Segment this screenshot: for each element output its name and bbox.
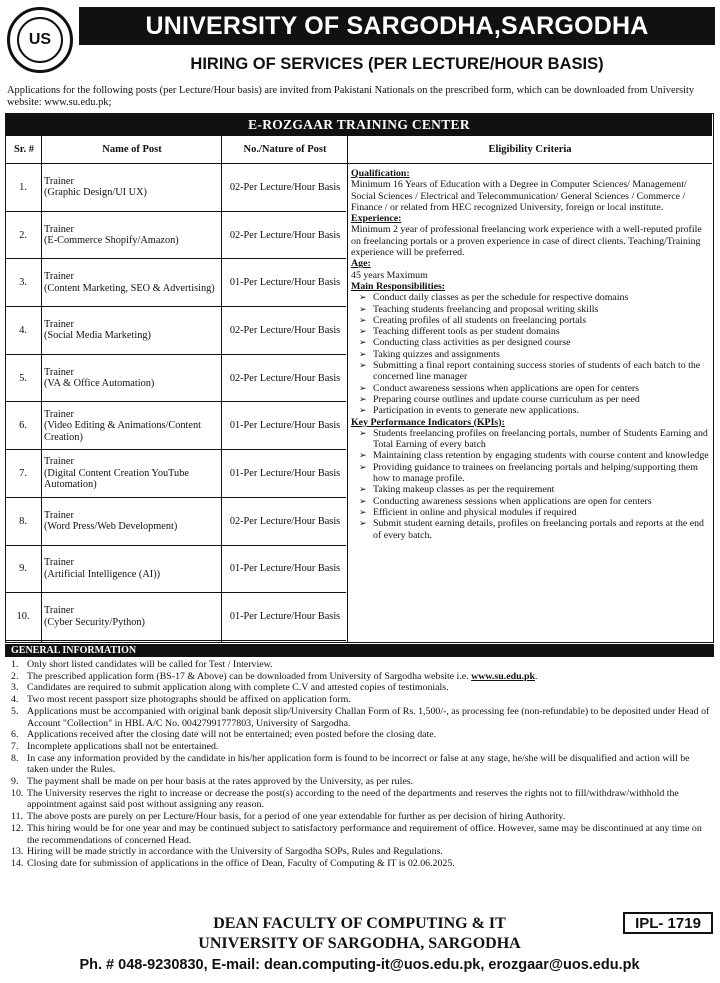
table-row [6, 355, 346, 403]
row-sr: 3. [19, 277, 27, 289]
item-text [27, 788, 711, 811]
footer-dean: DEAN FACULTY OF COMPUTING & IT [213, 915, 506, 932]
item-text [27, 846, 711, 858]
list-item [359, 518, 711, 541]
arrow-bullet-icon: ➢ [359, 393, 367, 404]
arrow-bullet-icon: ➢ [359, 292, 367, 303]
item-number: 9. [11, 776, 19, 788]
list-item [359, 405, 711, 417]
list-item-text: Conduct daily classes as per the schedule for respective domains [373, 292, 629, 304]
post-title: Trainer [44, 557, 74, 569]
post-title: Trainer [44, 456, 74, 468]
list-item [359, 337, 711, 349]
responsibilities-list [351, 292, 711, 416]
arrow-bullet-icon: ➢ [359, 506, 367, 517]
post-domain: (VA & Office Automation) [44, 378, 155, 390]
qualification-text: Minimum 16 Years of Education with a Degree in Computer Sciences/ Management/ Social Sciences / Electrical and Telecommunication/ General Sciences / Commerce / Finance / or related from HEC recognized University, foreign or local institute. [351, 179, 687, 213]
table-row [6, 450, 346, 498]
table-row [6, 593, 346, 641]
item-number: 1. [11, 659, 19, 670]
footer-university: UNIVERSITY OF SARGODHA, SARGODHA [198, 935, 521, 952]
list-item [11, 682, 711, 694]
item-number: 3. [11, 682, 19, 694]
post-title: Trainer [44, 318, 74, 330]
row-sr: 10. [16, 611, 30, 623]
row-post-name [44, 259, 220, 306]
item-number: 4. [11, 694, 19, 706]
item-text [27, 706, 711, 729]
row-post-name [44, 546, 220, 593]
list-item-text: Preparing course outlines and update course curriculum as per need [373, 393, 640, 405]
arrow-bullet-icon: ➢ [359, 314, 367, 325]
row-post-name [44, 355, 220, 402]
list-item [11, 729, 711, 741]
post-title: Trainer [44, 271, 74, 283]
item-body: Applications must be accompanied with original bank deposit slip/University Challan Form of Rs. 1,500/-, as processing fee (non-refundable) to be deposited under Head of Account "Collection" in HBL A/C No. 00427991777803, University of Sargodha. [27, 705, 710, 729]
item-text [27, 682, 711, 694]
row-sr: 4. [19, 324, 27, 336]
item-text [27, 776, 711, 788]
list-item [359, 506, 711, 518]
item-text [27, 858, 711, 870]
row-nature: 01-Per Lecture/Hour Basis [229, 420, 341, 432]
column-divider [347, 136, 348, 642]
post-domain: (Artificial Intelligence (AI)) [44, 568, 161, 580]
row-nature: 02-Per Lecture/Hour Basis [229, 515, 341, 527]
item-body: The prescribed application form (BS-17 & Above) can be downloaded from University of Sargodha website i.e. [27, 670, 472, 682]
arrow-bullet-icon: ➢ [359, 382, 367, 393]
item-number: 8. [11, 752, 19, 764]
list-item-text: Teaching students freelancing and proposal writing skills [373, 303, 599, 315]
item-body: In case any information provided by the candidate in his/her application form is found to be incorrect or false at any stage, he/she will be disqualified and action will be taken under the Rules. [27, 752, 690, 776]
post-domain: (E-Commerce Shopify/Amazon) [44, 235, 179, 247]
general-info-list [11, 659, 711, 870]
item-number: 12. [11, 822, 24, 834]
list-item-text: Conducting awareness sessions when applications are open for centers [373, 495, 652, 507]
list-item [11, 823, 711, 846]
item-tail: . [535, 670, 538, 682]
arrow-bullet-icon: ➢ [359, 405, 367, 416]
university-seal-icon [7, 7, 73, 73]
qualification-heading: Qualification: [351, 168, 410, 179]
post-domain: (Video Editing & Animations/Content Creation) [44, 420, 201, 443]
list-item [359, 450, 711, 462]
footer-contact: Ph. # 048-9230830, E-mail: dean.computing-it@uos.edu.pk, erozgaar@uos.edu.pk [79, 957, 640, 973]
table-row [6, 164, 346, 212]
item-body: Closing date for submission of applications in the office of Dean, Faculty of Computing & IT is 02.06.2025. [27, 857, 455, 869]
post-domain: (Content Marketing, SEO & Advertising) [44, 282, 215, 294]
list-item-text: Conducting class activities as per designed course [373, 337, 571, 349]
list-item [11, 694, 711, 706]
list-item [359, 393, 711, 405]
list-item [11, 671, 711, 683]
age-text: 45 years Maximum [351, 269, 428, 281]
item-number: 2. [11, 670, 19, 682]
arrow-bullet-icon: ➢ [359, 360, 367, 371]
list-item [11, 788, 711, 811]
list-item [359, 303, 711, 315]
row-sr: 7. [19, 468, 27, 480]
item-body: The payment shall be made on per hour basis at the rates approved by the University, as per rules. [27, 776, 414, 788]
arrow-bullet-icon: ➢ [359, 326, 367, 337]
list-item-text: Efficient in online and physical modules if required [373, 506, 577, 518]
list-item [11, 741, 711, 753]
list-item [359, 360, 711, 383]
center-title: E-ROZGAAR TRAINING CENTER [6, 114, 712, 136]
row-sr: 2. [19, 229, 27, 241]
header-name: Name of Post [42, 136, 222, 164]
row-sr: 6. [19, 420, 27, 432]
post-title: Trainer [44, 408, 74, 420]
list-item [359, 314, 711, 326]
row-sr: 1. [19, 181, 27, 193]
table-row [6, 307, 346, 355]
website-link[interactable]: www.su.edu.pk [471, 670, 536, 682]
list-item-text: Submit student earning details, profiles on freelancing portals and reports at the end of every batch. [373, 518, 704, 541]
list-item [359, 292, 711, 304]
item-text [27, 694, 711, 706]
item-number: 14. [11, 857, 24, 869]
ipl-badge: IPL- 1719 [623, 912, 713, 934]
list-item-text: Students freelancing profiles on freelancing portals, number of Students Earning and Total Earning of every batch [373, 427, 708, 451]
intro-text: Applications for the following posts (per Lecture/Hour basis) are invited from Pakistani Nationals on the prescribed form, which can be downloaded from University website: www.su.edu.pk; [7, 85, 695, 108]
item-number: 11. [11, 811, 23, 823]
list-item-text: Participation in events to generate new applications. [373, 405, 579, 417]
arrow-bullet-icon: ➢ [359, 484, 367, 495]
item-body: Only short listed candidates will be called for Test / Interview. [27, 659, 273, 670]
item-text [27, 741, 711, 753]
header-nature: No./Nature of Post [222, 136, 348, 164]
table-row [6, 212, 346, 260]
post-domain: (Graphic Design/UI UX) [44, 187, 147, 199]
post-title: Trainer [44, 366, 74, 378]
row-post-name [44, 403, 220, 450]
list-item-text: Conduct awareness sessions when applications are open for centers [373, 382, 639, 394]
item-text [27, 671, 711, 683]
row-post-name [44, 212, 220, 259]
list-item-text: Maintaining class retention by engaging students with course content and knowledge [373, 450, 709, 462]
list-item-text: Teaching different tools as per student domains [373, 326, 560, 338]
table-row [6, 403, 346, 451]
post-domain: (Social Media Marketing) [44, 330, 151, 342]
arrow-bullet-icon: ➢ [359, 495, 367, 506]
row-nature: 02-Per Lecture/Hour Basis [229, 324, 341, 336]
experience-text: Minimum 2 year of professional freelancing work experience with a well-reputed profile on freelancing portals or a proven experience in case of direct clients. Teaching/Training experience will be preferred. [351, 224, 702, 259]
header-sr: Sr. # [6, 136, 42, 164]
item-body: The University reserves the right to increase or decrease the post(s) according to the need of the departments and reserves the rights not to fill/withdraw/withhold the appointment against said post without assigning any reason. [27, 787, 679, 811]
table-row [6, 498, 346, 546]
table-row [6, 259, 346, 307]
item-number: 5. [11, 705, 19, 717]
list-item-text: Creating profiles of all students on freelancing portals [373, 314, 587, 326]
item-body: The above posts are purely on per Lecture/Hour basis, for a period of one year extendable for further as per decision of hiring Authority. [27, 811, 566, 823]
list-item [359, 461, 711, 485]
arrow-bullet-icon: ➢ [359, 303, 367, 314]
row-nature: 02-Per Lecture/Hour Basis [229, 229, 341, 241]
page-subtitle: HIRING OF SERVICES (PER LECTURE/HOUR BASIS) [190, 54, 604, 73]
row-nature: 02-Per Lecture/Hour Basis [229, 372, 341, 384]
item-number: 13. [11, 846, 24, 858]
list-item-text: Taking quizzes and assignments [373, 348, 500, 360]
list-item [11, 776, 711, 788]
post-title: Trainer [44, 223, 74, 235]
page-title: UNIVERSITY OF SARGODHA,SARGODHA [79, 7, 715, 45]
kpi-heading: Key Performance Indicators (KPIs): [351, 416, 505, 428]
post-title: Trainer [44, 175, 74, 187]
post-domain: (Word Press/Web Development) [44, 521, 178, 533]
post-title: Trainer [44, 509, 74, 521]
eligibility-criteria [351, 168, 711, 541]
item-text [27, 823, 711, 846]
table-row [6, 546, 346, 594]
post-title: Trainer [44, 605, 74, 617]
item-text [27, 811, 711, 823]
list-item [11, 706, 711, 729]
list-item [11, 811, 711, 823]
row-nature: 02-Per Lecture/Hour Basis [229, 181, 341, 193]
item-body: Hiring will be made strictly in accordance with the University of Sargodha SOPs, Rules and Regulations. [27, 846, 443, 858]
item-number: 6. [11, 729, 19, 741]
list-item [359, 484, 711, 496]
list-item [359, 326, 711, 338]
row-nature: 01-Per Lecture/Hour Basis [229, 277, 341, 289]
item-body: This hiring would be for one year and may be continued subject to satisfactory performance and requirement of office. However, same may be discontinued at any time on the recommendations of concerned Head. [27, 822, 702, 846]
arrow-bullet-icon: ➢ [359, 518, 367, 529]
item-number: 10. [11, 787, 24, 799]
age-heading: Age: [351, 258, 371, 270]
item-body: Incomplete applications shall not be entertained. [27, 740, 219, 752]
item-body: Applications received after the closing date will not be entertained; even posted before the closing date. [27, 729, 437, 741]
item-text [27, 729, 711, 741]
arrow-bullet-icon: ➢ [359, 427, 367, 438]
row-sr: 5. [19, 372, 27, 384]
list-item [359, 495, 711, 507]
arrow-bullet-icon: ➢ [359, 337, 367, 348]
arrow-bullet-icon: ➢ [359, 461, 367, 472]
list-item-text: Submitting a final report containing success stories of students of each batch to the concerned line manager [373, 360, 701, 383]
list-item [11, 659, 711, 671]
post-domain: (Cyber Security/Python) [44, 616, 145, 628]
post-domain: (Digital Content Creation YouTube Automation) [44, 467, 189, 491]
arrow-bullet-icon: ➢ [359, 348, 367, 359]
list-item [11, 753, 711, 776]
general-info-title: GENERAL INFORMATION [5, 644, 714, 657]
item-number: 7. [11, 740, 19, 752]
list-item-text: Taking makeup classes as per the requirement [373, 484, 555, 496]
row-post-name [44, 164, 220, 211]
seal-monogram: US [17, 17, 63, 63]
item-text [27, 753, 711, 776]
responsibilities-heading: Main Responsibilities: [351, 280, 446, 292]
row-nature: 01-Per Lecture/Hour Basis [229, 468, 341, 480]
item-body: Two most recent passport size photographs should be affixed on application form. [27, 694, 351, 706]
row-nature: 01-Per Lecture/Hour Basis [229, 611, 341, 623]
list-item [359, 348, 711, 360]
list-item [11, 858, 711, 870]
posts-table [5, 113, 714, 643]
row-post-name [44, 593, 220, 640]
list-item-text: Providing guidance to trainees on freelancing portals and helping/supporting them how to manage profile. [373, 461, 698, 485]
advertisement-page [3, 3, 716, 979]
row-post-name [44, 307, 220, 354]
row-sr: 9. [19, 563, 27, 575]
experience-heading: Experience: [351, 213, 402, 225]
item-text [27, 659, 711, 671]
row-post-name [44, 498, 220, 545]
item-body: Candidates are required to submit application along with complete C.V and attested copies of testimonials. [27, 682, 449, 694]
list-item [359, 427, 711, 451]
arrow-bullet-icon: ➢ [359, 450, 367, 461]
header-criteria: Eligibility Criteria [348, 136, 712, 164]
row-sr: 8. [19, 515, 27, 527]
list-item [359, 382, 711, 394]
row-post-name [44, 450, 220, 497]
list-item [11, 846, 711, 858]
header [3, 3, 716, 83]
kpi-list [351, 428, 711, 541]
row-nature: 01-Per Lecture/Hour Basis [229, 563, 341, 575]
